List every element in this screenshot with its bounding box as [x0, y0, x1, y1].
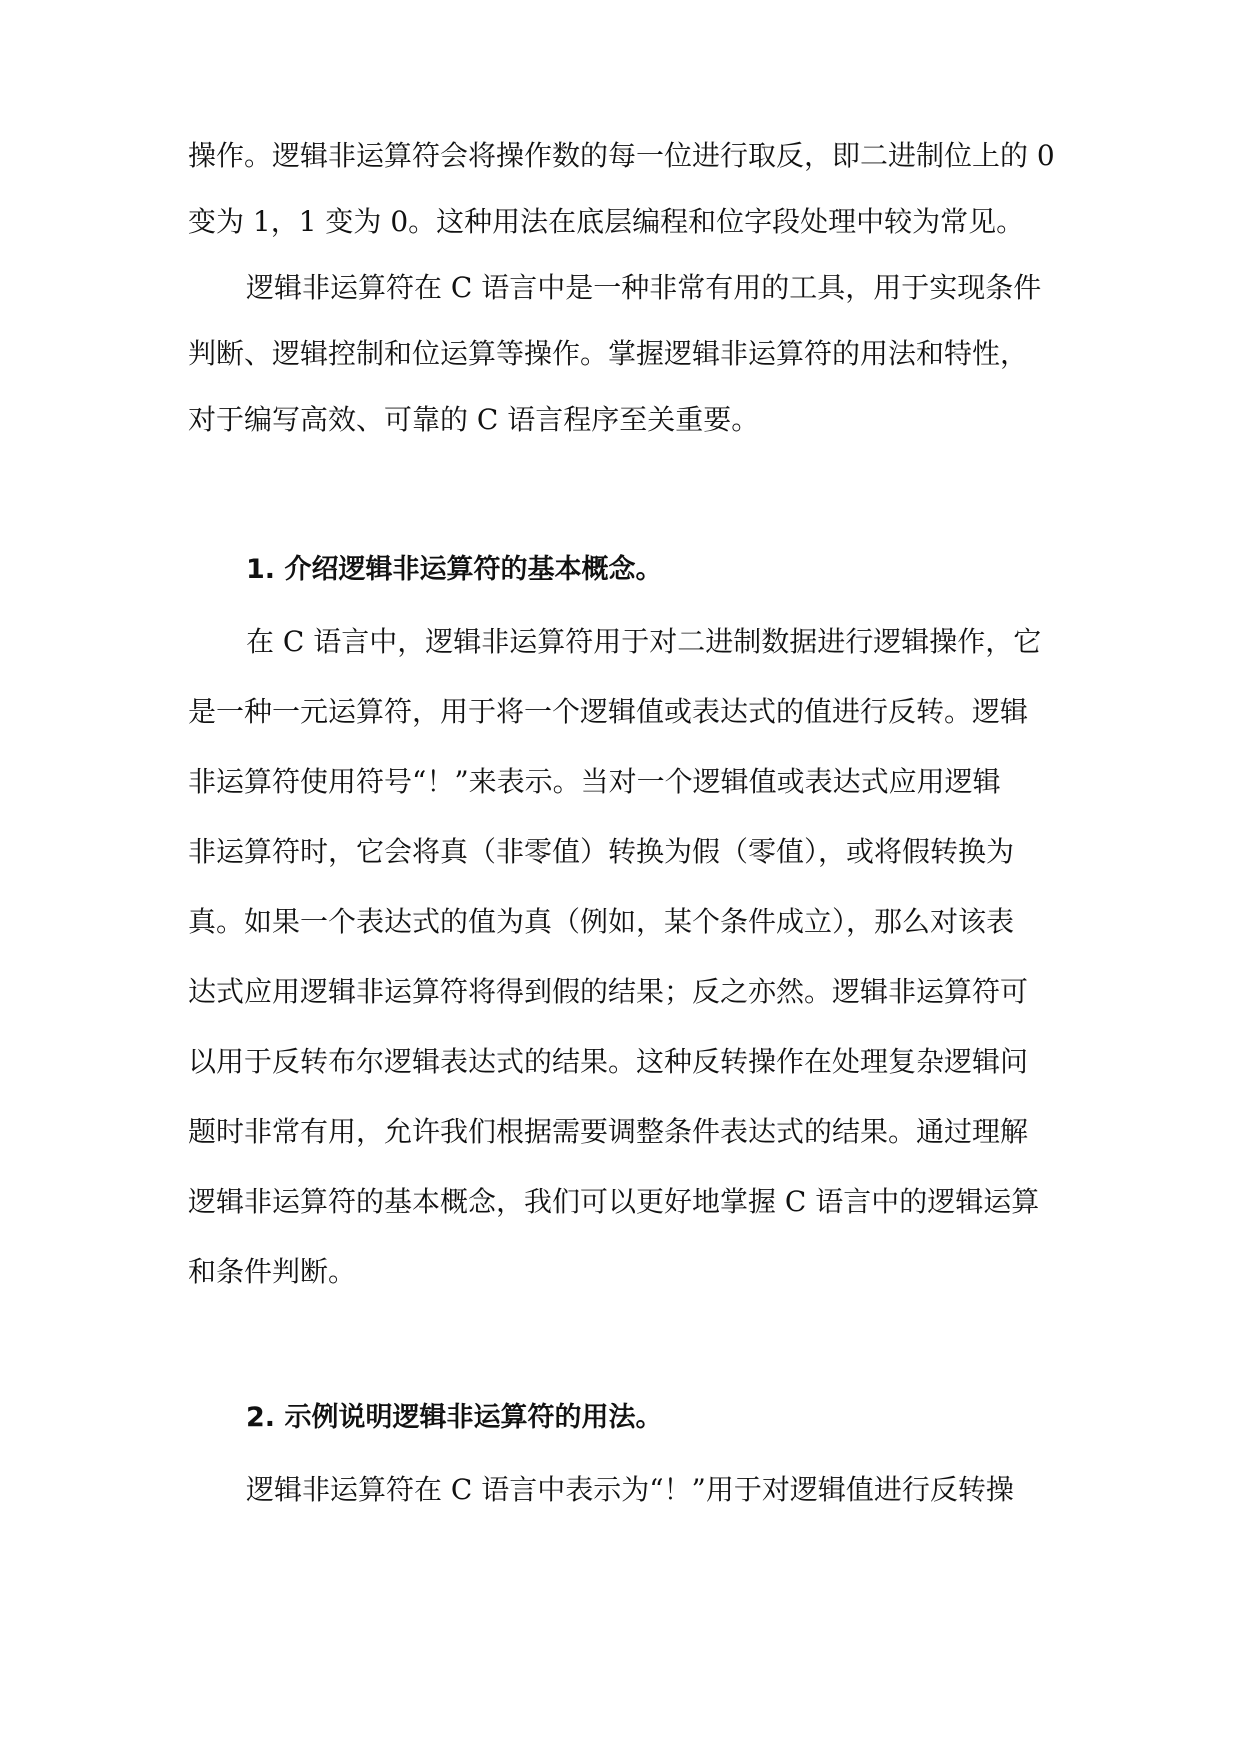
paragraph-line: 逻辑非运算符在 C 语言中是一种非常有用的工具，用于实现条件	[246, 271, 1042, 304]
paragraph-line: 判断、逻辑控制和位运算等操作。掌握逻辑非运算符的用法和特性，	[188, 337, 1029, 370]
paragraph-line: 和条件判断。	[188, 1255, 357, 1288]
paragraph-line: 在 C 语言中，逻辑非运算符用于对二进制数据进行逻辑操作，它	[246, 625, 1042, 658]
paragraph-line: 题时非常有用，允许我们根据需要调整条件表达式的结果。通过理解	[188, 1115, 1029, 1148]
section-heading-2: 2. 示例说明逻辑非运算符的用法。	[246, 1402, 663, 1433]
paragraph-line: 操作。逻辑非运算符会将操作数的每一位进行取反，即二进制位上的 0	[188, 139, 1055, 172]
paragraph-line: 是一种一元运算符，用于将一个逻辑值或表达式的值进行反转。逻辑	[188, 695, 1029, 728]
section-heading-1: 1. 介绍逻辑非运算符的基本概念。	[246, 554, 663, 585]
paragraph-line: 逻辑非运算符在 C 语言中表示为“！”用于对逻辑值进行反转操	[246, 1473, 1014, 1506]
paragraph-line: 变为 1，1 变为 0。这种用法在底层编程和位字段处理中较为常见。	[188, 205, 1025, 238]
paragraph-line: 非运算符时，它会将真（非零值）转换为假（零值），或将假转换为	[188, 835, 1015, 868]
paragraph-line: 达式应用逻辑非运算符将得到假的结果；反之亦然。逻辑非运算符可	[188, 975, 1029, 1008]
paragraph-line: 逻辑非运算符的基本概念，我们可以更好地掌握 C 语言中的逻辑运算	[188, 1185, 1040, 1218]
paragraph-line: 真。如果一个表达式的值为真（例如，某个条件成立），那么对该表	[188, 905, 1015, 938]
paragraph-line: 以用于反转布尔逻辑表达式的结果。这种反转操作在处理复杂逻辑问	[188, 1045, 1029, 1078]
paragraph-line: 对于编写高效、可靠的 C 语言程序至关重要。	[188, 403, 760, 436]
paragraph-line: 非运算符使用符号“！”来表示。当对一个逻辑值或表达式应用逻辑	[188, 765, 1001, 798]
